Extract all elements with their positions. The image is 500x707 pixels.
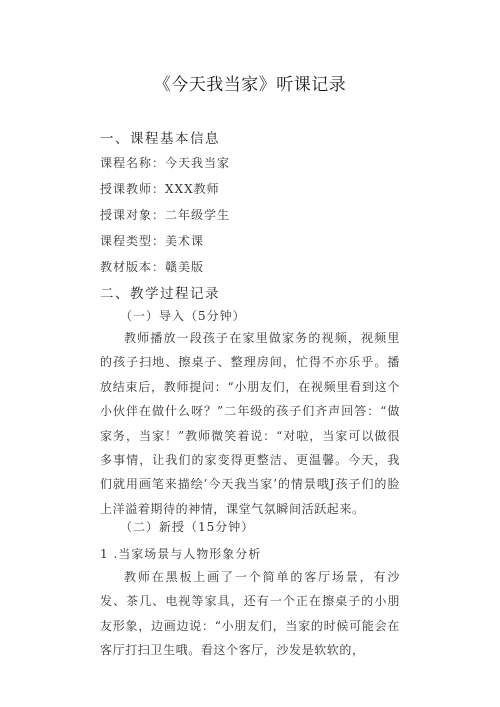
document-title: 《今天我当家》听课记录 — [153, 75, 347, 95]
section-heading-teaching-process: 二、教学过程记录 — [100, 286, 220, 302]
paragraph-introduction: 教师播放一段孩子在家里做家务的视频，视频里的孩子扫地、擦桌子、整理房间，忙得不亦乐乎。播放结束后，教师提问：“小朋友们，在视频里看到这个小伙伴在做什么呀？”二年级的孩子们齐声回答：“做家务，当家！”教师微笑着说：“对啦，当家可以做很多事情，让我们的家变得更整洁、更温馨。今天，我们就用画笔来描绘’今天我当家’的情景哦J孩子们的脸上洋溢着期待的神情，课堂气氛瞬间活跃起来。 — [100, 331, 400, 516]
section-heading-basic-info: 一、课程基本信息 — [100, 131, 220, 147]
info-textbook: 教材版本：赣美版 — [100, 260, 205, 274]
info-teacher: 授课教师：XXX教师 — [100, 182, 220, 196]
paragraph-scene-analysis: 教师在黑板上画了一个简单的客厅场景，有沙发、茶几、电视等家具，还有一个正在擦桌子的小朋友形象，边画边说：“小朋友们，当家的时候可能会在客厅打扫卫生哦。看这个客厅，沙发是软软的， — [100, 570, 400, 658]
info-course-type: 课程类型：美术课 — [100, 234, 205, 248]
info-course-name: 课程名称：今天我当家 — [100, 156, 231, 170]
subsection-heading-new-lesson: （二）新授（15分钟） — [120, 520, 255, 534]
subsubsection-heading-scene-analysis: 1 .当家场景与人物形象分析 — [100, 547, 262, 561]
info-audience: 授课对象：二年级学生 — [100, 208, 231, 222]
subsection-heading-introduction: （一）导入（5分钟） — [120, 309, 246, 323]
